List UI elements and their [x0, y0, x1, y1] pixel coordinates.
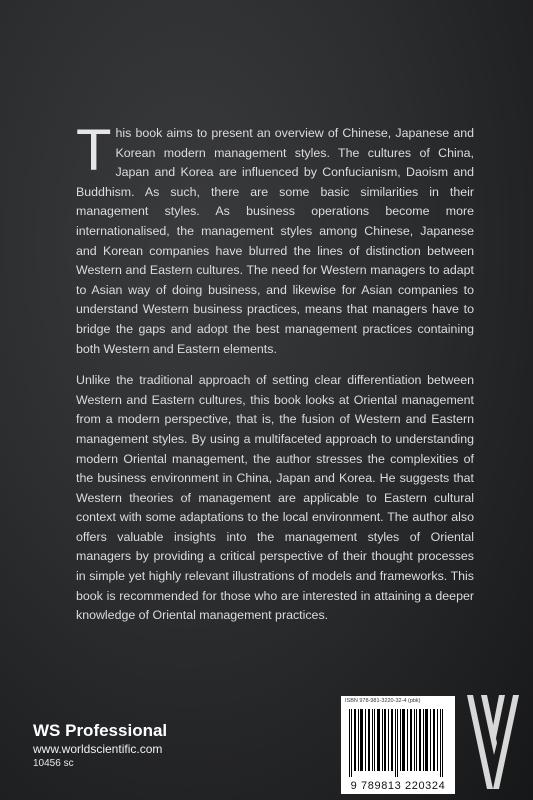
blurb-paragraph-1-text: his book aims to present an overview of Chinese, Japanese and Korean modern management styles. The cultures of China, Japan and Korea are influenced by Confucianism, Daoism and Buddhism. As such, there are some basic similarities in their management styles. As business operations become more internationalised, the management styles among Chinese, Japanese and Korean companies have blurred the lines of distinction between Western and Eastern cultures. The need for Western managers to adapt to Asian way of doing business, and likewise for Asian companies to understand Western business practices, means that managers have to bridge the gaps and adopt the best management practices containing both Western and Eastern elements. — [76, 126, 474, 356]
publisher-url: www.worldscientific.com — [33, 742, 163, 756]
publisher-imprint — [33, 721, 167, 771]
world-scientific-logo-icon — [464, 693, 522, 795]
drop-cap: T — [76, 118, 112, 183]
blurb-paragraph-2: Unlike the traditional approach of setting clear differentiation between Western and Eastern cultures, this book looks at Oriental management from a modern perspective, that is, the fusion of Western and Eastern management styles. By using a multifaceted approach to understanding modern Oriental management, the author stresses the complexities of the business environment in China, Japan and Korea. He suggests that Western theories of management are applicable to Eastern cultural context with some adaptations to the local environment. The author also offers valuable insights into the management styles of Oriental managers by providing a critical perspective of their thought processes in simple yet highly relevant illustrations of models and frameworks. This book is recommended for those who are interested in attaining a deeper knowledge of Oriental management practices. — [76, 373, 474, 623]
back-cover-blurb — [76, 118, 474, 638]
publisher-name: WS Professional — [33, 721, 168, 740]
isbn-label: ISBN 978-981-3220-32-4 (pbk) — [345, 698, 421, 704]
isbn-digits: 9 789813 220324 — [350, 780, 446, 792]
barcode-bars — [347, 709, 449, 777]
catalog-code: 10456 sc — [33, 758, 74, 769]
blurb-paragraph-1 — [76, 118, 474, 359]
isbn-barcode — [341, 696, 455, 794]
